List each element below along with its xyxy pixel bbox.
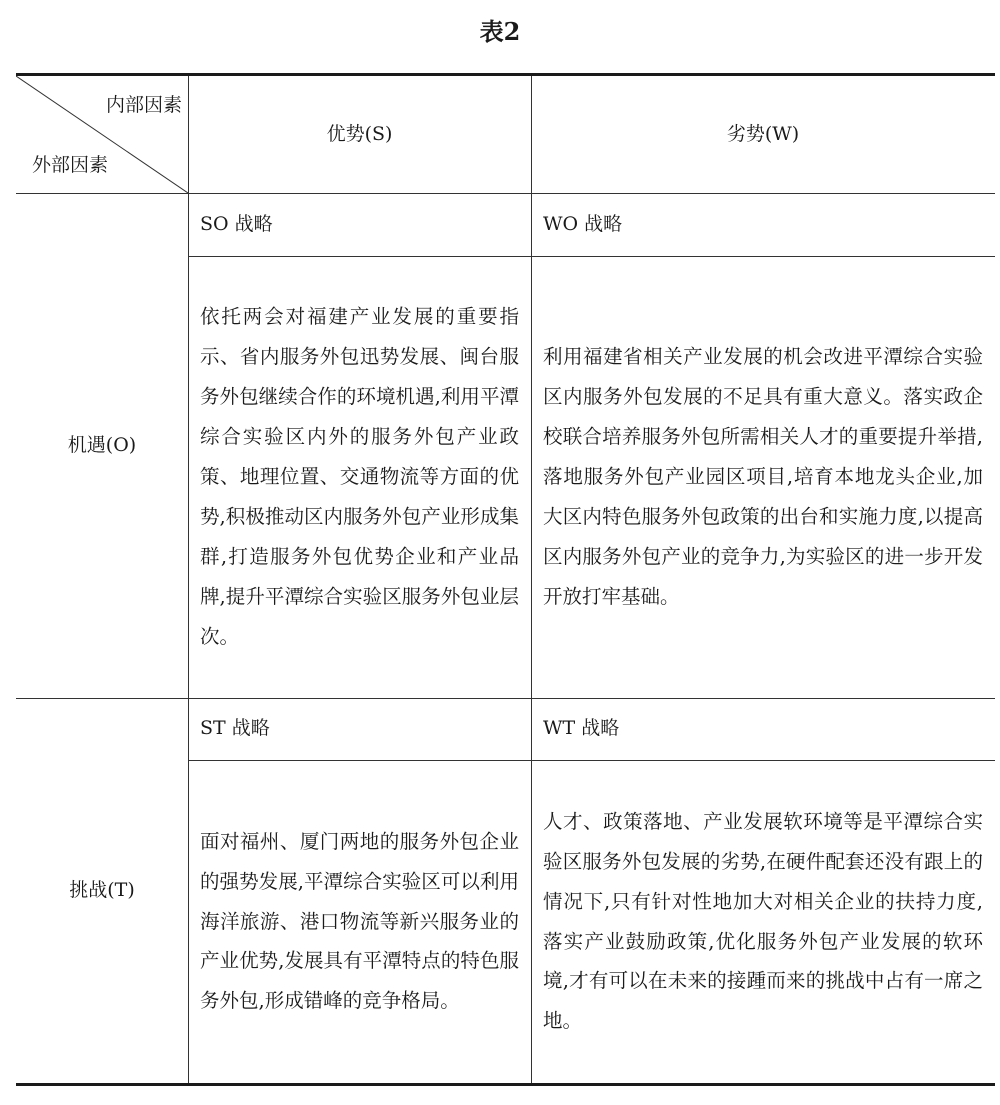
st-strategy-text: 面对福州、厦门两地的服务外包企业的强势发展,平潭综合实验区可以利用海洋旅游、港口物流等新兴服务业的产业优势,发展具有平潭特点的特色服务外包,形成错峰的竞争格局。	[200, 829, 519, 1013]
st-strategy-label: ST 战略	[200, 717, 270, 740]
so-strategy-text: 依托两会对福建产业发展的重要指示、省内服务外包迅势发展、闽台服务外包继续合作的环境机遇,利用平潭综合实验区内外的服务外包产业政策、地理位置、交通物流等方面的优势,积极推动区内服务外包产业形成集群,打造服务外包优势企业和产业品牌,提升平潭综合实验区服务外包业层次。	[200, 305, 519, 648]
corner-internal-factors: 内部因素	[106, 94, 183, 116]
wo-strategy-text: 利用福建省相关产业发展的机会改进平潭综合实验区内服务外包发展的不足具有重大意义。落实政企校联合培养服务外包所需相关人才的重要提升举措,落地服务外包产业园区项目,培育本地龙头企业,加大区内特色服务外包政策的出台和实施力度,以提高区内服务外包产业的竞争力,为实验区的进一步开发开放打牢基础。	[543, 345, 983, 608]
factor-opportunity: 机遇(O)	[67, 433, 137, 456]
wo-strategy-label: WO 战略	[543, 212, 623, 235]
header-strength: 优势(S)	[326, 122, 393, 145]
table-caption: 表2	[479, 17, 521, 46]
wt-strategy-text: 人才、政策落地、产业发展软环境等是平潭综合实验区服务外包发展的劣势,在硬件配套还没有跟上的情况下,只有针对性地加大对相关企业的扶持力度,落实产业鼓励政策,优化服务外包产业发展的软环境,才有可以在未来的接踵而来的挑战中占有一席之地。	[543, 809, 983, 1033]
so-strategy-label: SO 战略	[200, 212, 273, 235]
wt-strategy-label: WT 战略	[543, 717, 620, 740]
header-weakness: 劣势(W)	[726, 122, 800, 145]
corner-external-factors: 外部因素	[32, 154, 109, 176]
table-bottom-rule	[16, 1083, 995, 1086]
factor-threat: 挑战(T)	[69, 878, 135, 901]
